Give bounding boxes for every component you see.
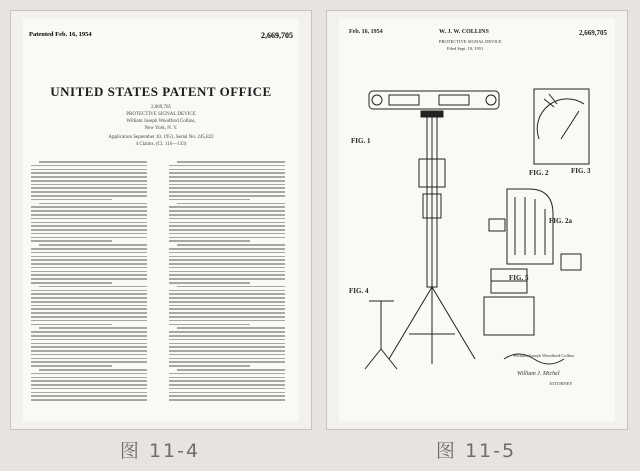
text-line [169, 297, 285, 299]
text-line [169, 384, 285, 386]
figure-label: FIG. 2 [529, 169, 549, 177]
text-line [31, 199, 112, 201]
signature: William J. Michel [517, 371, 560, 377]
text-line [169, 240, 250, 242]
text-line [31, 384, 147, 386]
text-line [31, 180, 147, 182]
text-line [31, 187, 147, 189]
text-line [169, 377, 285, 379]
text-line [169, 339, 285, 341]
text-line [169, 361, 285, 363]
text-line [31, 225, 147, 227]
text-line [31, 324, 112, 326]
text-column-right [169, 161, 285, 403]
inventor-name: William Joseph Woodford Collins [513, 353, 575, 358]
text-line [31, 343, 147, 345]
text-line [31, 377, 147, 379]
text-line [31, 346, 147, 348]
text-line [169, 271, 285, 273]
text-line [177, 203, 285, 205]
text-line [169, 301, 285, 303]
text-line [169, 324, 250, 326]
patent-text-frame [10, 10, 312, 430]
patent-number: 2,669,705 [261, 31, 293, 40]
text-line [31, 320, 147, 322]
text-line [169, 206, 285, 208]
drawing-device: PROTECTIVE SIGNAL DEVICE [439, 39, 502, 44]
text-line [31, 248, 147, 250]
text-line [169, 210, 285, 212]
text-line [31, 218, 147, 220]
text-line [31, 274, 147, 276]
text-line [169, 290, 285, 292]
figure-label: FIG. 1 [351, 137, 371, 145]
text-line [31, 312, 147, 314]
caption-right: 图 11-5 [435, 440, 517, 462]
figure-label: FIG. 3 [571, 167, 591, 175]
subtitle-number: 2,669,705 [151, 105, 171, 110]
text-line [31, 308, 147, 310]
text-line [31, 305, 147, 307]
text-line [169, 165, 285, 167]
text-line [169, 187, 285, 189]
text-line [169, 399, 285, 401]
text-line [31, 282, 112, 284]
text-line [31, 191, 147, 193]
text-line [31, 259, 147, 261]
text-line [169, 263, 285, 265]
text-line [169, 331, 285, 333]
text-line [169, 248, 285, 250]
text-line [169, 229, 285, 231]
text-line [31, 267, 147, 269]
text-line [169, 274, 285, 276]
text-line [169, 395, 285, 397]
text-line [31, 165, 147, 167]
text-line [169, 199, 250, 201]
text-line [169, 350, 285, 352]
text-line [31, 380, 147, 382]
drawing-date: Feb. 16, 1954 [349, 29, 383, 35]
text-line [169, 169, 285, 171]
text-line [31, 358, 147, 360]
claims-line: 4 Claims. (Cl. 116—133) [135, 142, 187, 147]
text-line [31, 263, 147, 265]
text-line [31, 399, 147, 401]
text-column-left [31, 161, 147, 403]
text-line [177, 161, 285, 163]
text-line [169, 316, 285, 318]
text-line [31, 301, 147, 303]
text-line [169, 308, 285, 310]
text-line [31, 176, 147, 178]
text-line [31, 252, 147, 254]
attorney-label: ATTORNEY [549, 381, 573, 386]
text-line [31, 278, 147, 280]
patent-drawing-frame [326, 10, 628, 430]
text-line [169, 172, 285, 174]
text-line [169, 365, 250, 367]
text-line [169, 191, 285, 193]
text-line [31, 297, 147, 299]
figure-label: FIG. 2a [549, 217, 572, 225]
text-line [31, 290, 147, 292]
text-line [177, 327, 285, 329]
text-line [39, 327, 147, 329]
text-line [169, 176, 285, 178]
subtitle-device: PROTECTIVE SIGNAL DEVICE [126, 112, 196, 117]
figure-label: FIG. 4 [349, 287, 369, 295]
drawing-number: 2,669,705 [579, 29, 607, 37]
text-line [169, 233, 285, 235]
text-line [31, 293, 147, 295]
text-line [31, 172, 147, 174]
text-line [31, 256, 147, 258]
text-line [169, 214, 285, 216]
text-line [31, 395, 147, 397]
text-line [31, 339, 147, 341]
text-line [39, 286, 147, 288]
patented-date: Patented Feb. 16, 1954 [29, 31, 92, 38]
text-line [169, 335, 285, 337]
text-line [31, 361, 147, 363]
text-line [31, 316, 147, 318]
text-line [31, 388, 147, 390]
text-line [169, 392, 285, 394]
text-line [169, 358, 285, 360]
patent-drawing [339, 19, 615, 421]
text-line [169, 225, 285, 227]
text-line [31, 195, 147, 197]
patent-text-page [23, 19, 299, 421]
inventor-place: New York, N. Y. [144, 126, 178, 131]
caption-left: 图 11-4 [119, 440, 201, 462]
inventor: William Joseph Woodford Collins, [126, 119, 196, 124]
text-line [31, 335, 147, 337]
text-line [177, 369, 285, 371]
text-line [169, 380, 285, 382]
text-line [31, 392, 147, 394]
text-line [169, 388, 285, 390]
text-line [169, 343, 285, 345]
text-line [31, 373, 147, 375]
text-line [31, 350, 147, 352]
text-line [31, 222, 147, 224]
patent-drawing-page [339, 19, 615, 421]
text-line [169, 278, 285, 280]
text-line [169, 312, 285, 314]
text-line [177, 286, 285, 288]
text-line [169, 195, 285, 197]
text-line [169, 180, 285, 182]
text-line [31, 214, 147, 216]
office-title: UNITED STATES PATENT OFFICE [50, 84, 272, 99]
application-line: Application September 10, 1951, Serial No. 245,822 [108, 135, 214, 140]
text-line [169, 252, 285, 254]
text-line [169, 222, 285, 224]
text-line [31, 240, 112, 242]
text-line [169, 256, 285, 258]
text-line [169, 259, 285, 261]
text-line [31, 169, 147, 171]
text-line [169, 282, 250, 284]
drawing-author: W. J. W. COLLINS [439, 29, 489, 35]
text-line [31, 354, 147, 356]
text-line [31, 331, 147, 333]
text-line [169, 237, 285, 239]
figure-label: FIG. 5 [509, 274, 529, 282]
text-line [169, 218, 285, 220]
text-line [169, 305, 285, 307]
text-line [177, 244, 285, 246]
text-line [31, 229, 147, 231]
text-line [31, 271, 147, 273]
text-line [39, 161, 147, 163]
text-line [169, 320, 285, 322]
text-line [31, 237, 147, 239]
text-line [169, 293, 285, 295]
text-line [169, 346, 285, 348]
text-line [31, 233, 147, 235]
text-line [169, 184, 285, 186]
text-line [169, 354, 285, 356]
text-line [31, 184, 147, 186]
text-line [169, 373, 285, 375]
text-line [31, 210, 147, 212]
text-line [39, 244, 147, 246]
text-line [169, 267, 285, 269]
drawing-filed: Filed Sept. 10, 1951 [447, 46, 484, 51]
text-line [31, 206, 147, 208]
text-line [31, 365, 112, 367]
text-line [39, 203, 147, 205]
text-line [39, 369, 147, 371]
